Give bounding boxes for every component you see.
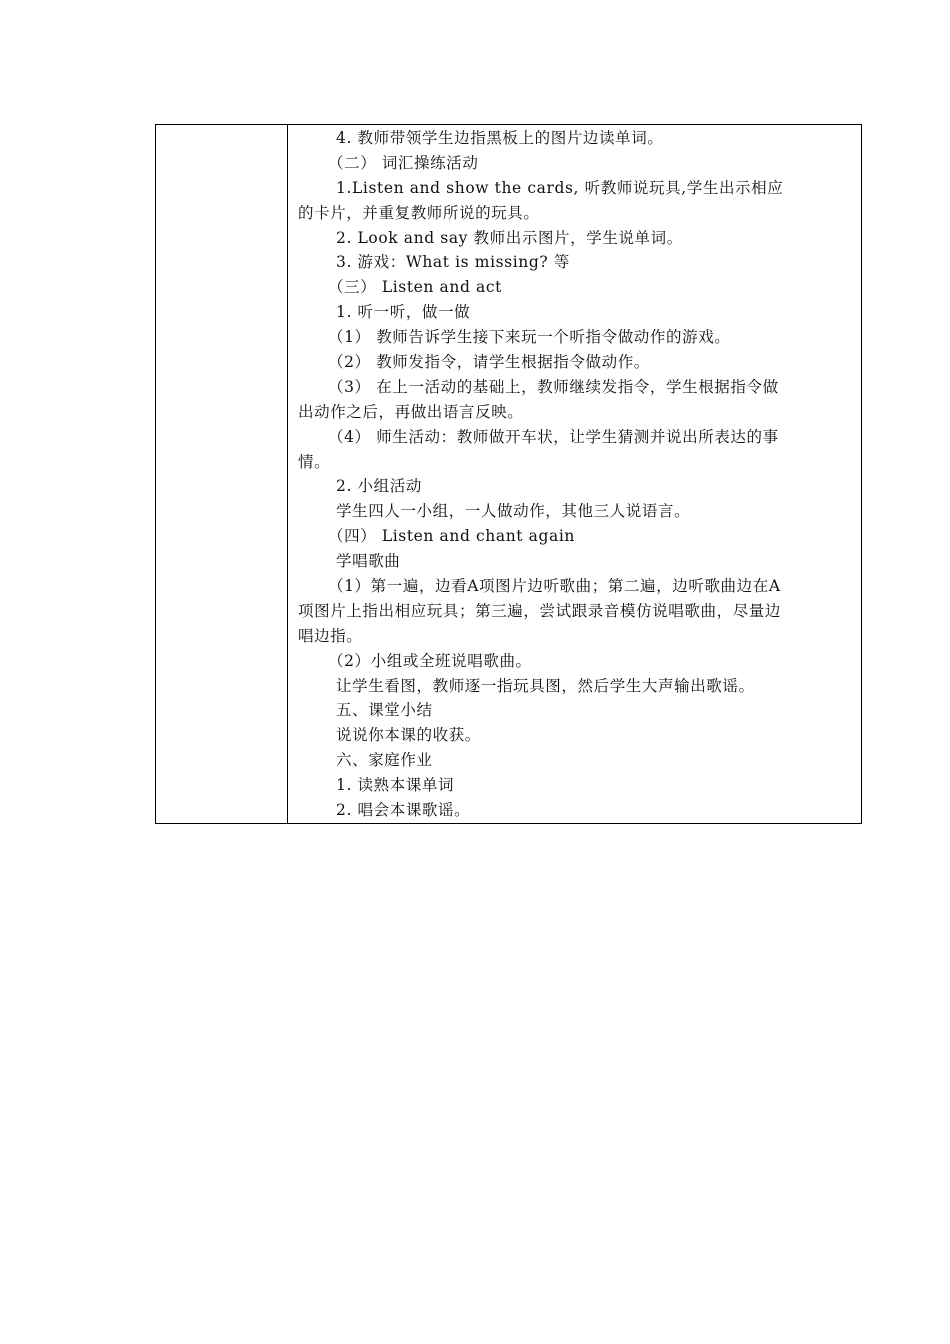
text-line: 项图片上指出相应玩具；第三遍，尝试跟录音模仿说唱歌曲，尽量边 xyxy=(298,601,782,620)
text-line: 2. Look and say 教师出示图片，学生说单词。 xyxy=(336,228,683,247)
table-content-cell xyxy=(288,125,861,823)
table-left-cell xyxy=(156,125,288,823)
text-line: 说说你本课的收获。 xyxy=(336,726,481,745)
text-line: （1） 教师告诉学生接下来玩一个听指令做动作的游戏。 xyxy=(328,328,731,347)
lesson-plan-table xyxy=(155,124,862,824)
text-line: （2）小组或全班说唱歌曲。 xyxy=(328,651,532,670)
text-line: 2. 小组活动 xyxy=(336,477,422,496)
text-line: 4. 教师带领学生边指黑板上的图片边读单词。 xyxy=(336,129,664,147)
section-heading: （三） Listen and act xyxy=(328,278,502,297)
section-heading: 五、课堂小结 xyxy=(336,701,433,720)
section-heading: （四） Listen and chant again xyxy=(328,527,576,546)
text-line: 学生四人一小组，一人做动作，其他三人说语言。 xyxy=(336,502,691,521)
section-heading: （二） 词汇操练活动 xyxy=(328,153,479,172)
text-line: 1.Listen and show the cards, 听教师说玩具,学生出示相应 xyxy=(336,178,784,197)
text-line: 3. 游戏：What is missing? 等 xyxy=(336,253,570,272)
text-line: 2. 唱会本课歌谣。 xyxy=(336,801,471,820)
text-line: （2） 教师发指令，请学生根据指令做动作。 xyxy=(328,353,650,372)
text-line: 1. 读熟本课单词 xyxy=(336,776,455,795)
text-line: 1. 听一听，做一做 xyxy=(336,303,471,322)
section-heading: 六、家庭作业 xyxy=(336,751,433,770)
text-line: （3） 在上一活动的基础上，教师继续发指令，学生根据指令做 xyxy=(328,377,779,396)
text-line: 的卡片，并重复教师所说的玩具。 xyxy=(298,203,540,222)
text-line: 唱边指。 xyxy=(298,626,363,645)
text-line: 情。 xyxy=(298,452,331,471)
text-line: （1）第一遍，边看A项图片边听歌曲；第二遍，边听歌曲边在A xyxy=(328,577,781,596)
text-line: 让学生看图，教师逐一指玩具图，然后学生大声输出歌谣。 xyxy=(336,676,755,695)
text-line: 学唱歌曲 xyxy=(336,552,401,571)
text-line: 出动作之后，再做出语言反映。 xyxy=(298,402,524,421)
text-line: （4） 师生活动：教师做开车状，让学生猜测并说出所表达的事 xyxy=(328,427,779,446)
